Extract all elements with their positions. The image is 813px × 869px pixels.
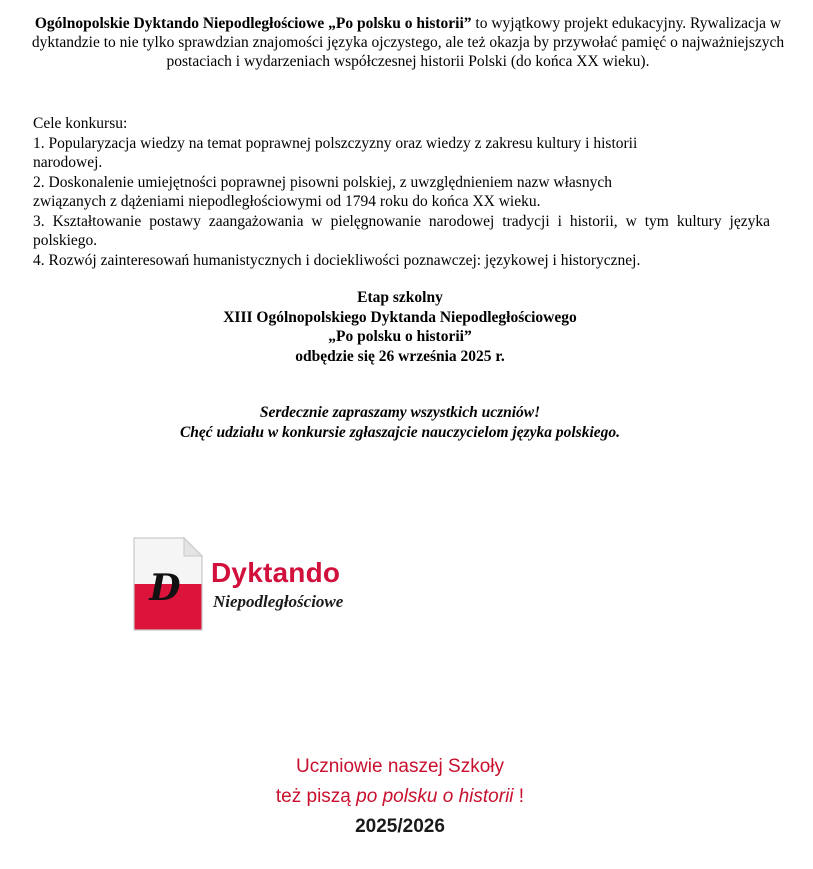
goal-item-3: 3. Kształtowanie postawy zaangażowania w pielęgnowanie narodowej tradycji i historii, w tym kultury języka polskiego. — [33, 212, 770, 249]
goal-item-4: 4. Rozwój zainteresowań humanistycznych i dociekliwości poznawczej: językowej i historycznej. — [33, 251, 641, 269]
intro-bold-title: Ogólnopolskie Dyktando Niepodległościowe „Po polsku o historii” — [34, 15, 472, 32]
logo-letter: D — [149, 567, 181, 609]
logo-word-dyktando: Dyktando — [211, 557, 341, 588]
footer-line-2 — [0, 782, 800, 812]
stage-contest-motto: „Po polsku o historii” — [328, 328, 472, 345]
invitation-line-2: Chęć udziału w konkursie zgłaszajcie nauczycielom języka polskiego. — [179, 423, 621, 441]
footer-slogan — [0, 752, 800, 842]
goals-heading: Cele konkursu: — [33, 115, 128, 132]
footer-line-1: Uczniowie naszej Szkoły — [295, 756, 505, 777]
footer-line-2-prefix: też piszą — [275, 786, 357, 807]
footer-line-2-italic: po polsku o historii — [356, 786, 514, 807]
logo-wordmark — [211, 557, 343, 613]
goals-section — [33, 114, 770, 270]
intro-text: to wyjątkowy projekt edukacyjny. Rywalizacja w dyktandzie to nie tylko sprawdzian znajomości języka ojczystego, ale też okazja by przywołać pamięć o najważniejszych postaciach i wydarzeniach współczesnej historii Polski (do końca XX wieku). — [31, 15, 785, 70]
goal-item-1: 1. Popularyzacja wiedzy na temat poprawnej polszczyzny oraz wiedzy z zakresu kultury i historii narodowej. — [33, 134, 638, 171]
intro-paragraph — [30, 14, 786, 71]
goal-item-2: 2. Doskonalenie umiejętności poprawnej pisowni polskiej, z uwzględnieniem nazw własnych związanych z dążeniami niepodległościowymi od 1794 roku do końca XX wieku. — [33, 173, 612, 210]
invitation — [0, 403, 800, 442]
invitation-line-1: Serdecznie zapraszamy wszystkich uczniów! — [259, 404, 541, 421]
school-year: 2025/2026 — [355, 816, 445, 837]
stage-title: Etap szkolny — [357, 289, 443, 306]
school-stage-announcement — [0, 288, 800, 366]
footer-line-2-suffix: ! — [513, 786, 525, 807]
logo-word-niepodleglosciowe: Niepodległościowe — [213, 592, 344, 611]
stage-contest-name: XIII Ogólnopolskiego Dyktanda Niepodległościowego — [223, 308, 577, 326]
stage-date: odbędzie się 26 września 2025 r. — [295, 347, 505, 365]
